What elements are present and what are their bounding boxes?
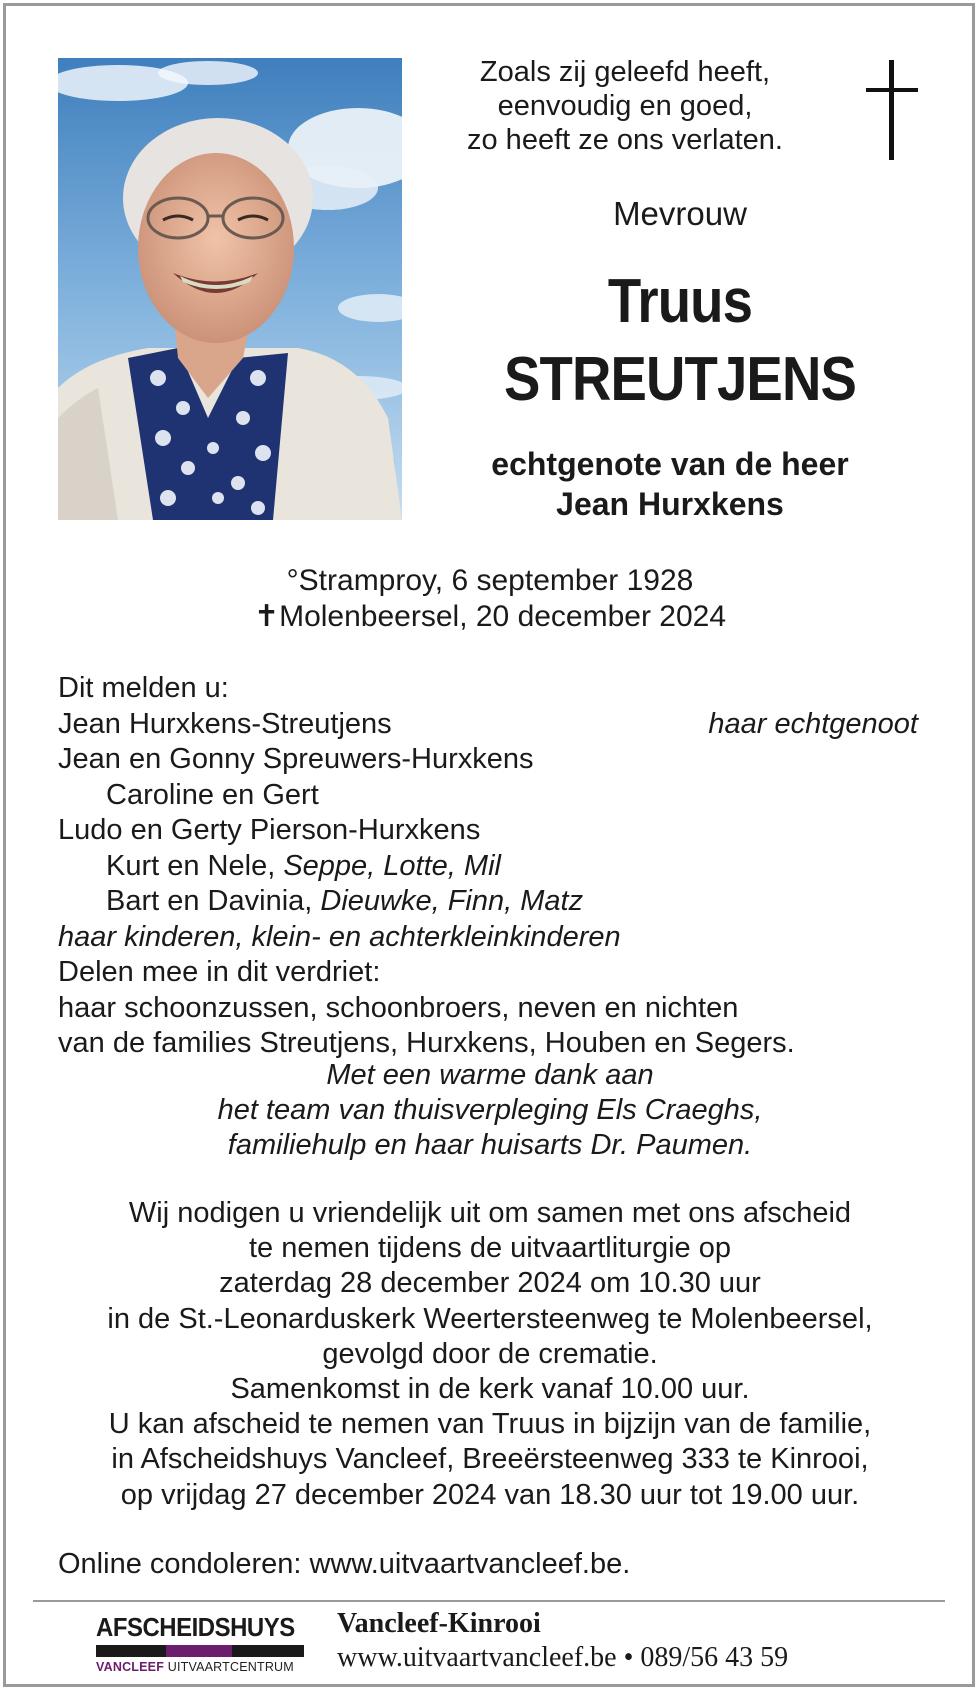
grandchild-row: Caroline en Gert <box>106 778 319 811</box>
thanks-block <box>0 1058 980 1164</box>
logo-bar <box>232 1645 304 1657</box>
death-date: ✝Molenbeersel, 20 december 2024 <box>253 600 727 633</box>
grandchild-names: Bart en Davinia, <box>106 885 321 917</box>
invitation-line: zaterdag 28 december 2024 om 10.30 uur <box>219 1267 761 1300</box>
invitation-line: op vrijdag 27 december 2024 van 18.30 uur tot 19.00 uur. <box>120 1478 860 1511</box>
husband-role: haar echtgenoot <box>708 707 918 740</box>
logo-vancleef: VANCLEEF <box>96 1660 165 1674</box>
logo-bars <box>96 1645 306 1657</box>
child-row: Jean en Gonny Spreuwers-Hurxkens <box>58 743 534 775</box>
cross-icon <box>862 60 922 160</box>
children-label: haar kinderen, klein- en achterkleinkinderen <box>58 920 621 953</box>
family-line: van de families Streutjens, Hurxkens, Houben en Segers. <box>58 1027 795 1059</box>
grandchild-row <box>58 849 928 885</box>
great-grandchild-names: Seppe, Lotte, Mil <box>283 849 501 882</box>
deceased-last-name: STREUTJENS <box>504 345 856 414</box>
invitation-line: Wij nodigen u vriendelijk uit om samen met ons afscheid <box>128 1197 852 1229</box>
footer-divider <box>33 1600 945 1602</box>
birth-date: °Stramproy, 6 september 1928 <box>286 564 694 597</box>
funeral-home-name: Vancleef-Kinrooi <box>337 1608 541 1639</box>
portrait-photo <box>58 58 402 520</box>
spouse-line: echtgenote van de heer <box>491 446 849 482</box>
invitation-line: in de St.-Leonarduskerk Weertersteenweg te Molenbeersel, <box>107 1302 873 1335</box>
invitation-line: gevolgd door de crematie. <box>322 1337 658 1370</box>
grandchild-row <box>58 884 928 920</box>
logo-centrum: UITVAARTCENTRUM <box>167 1660 294 1674</box>
life-dates <box>0 563 980 635</box>
funeral-home-logo <box>96 1612 306 1674</box>
logo-title: AFSCHEIDSHUYS <box>96 1612 295 1642</box>
great-grandchild-names: Dieuwke, Finn, Matz <box>320 885 584 917</box>
invitation-line: te nemen tijdens de uitvaartliturgie op <box>248 1232 731 1265</box>
share-intro: Delen mee in dit verdriet: <box>58 956 381 988</box>
spouse-line: Jean Hurxkens <box>556 486 784 522</box>
title-prefix: Mevrouw <box>613 195 747 232</box>
invitation-line: Samenkomst in de kerk vanaf 10.00 uur. <box>230 1373 750 1406</box>
husband-row <box>58 707 928 743</box>
spouse-info <box>440 444 900 524</box>
husband-name: Jean Hurxkens-Streutjens <box>58 707 392 740</box>
invitation-line: U kan afscheid te nemen van Truus in bijzijn van de familie, <box>108 1408 872 1441</box>
thanks-line: Met een warme dank aan <box>326 1059 654 1091</box>
grandchild-names: Kurt en Nele, <box>106 849 284 882</box>
motto-line: Zoals zij geleefd heeft, <box>479 56 771 88</box>
deceased-first-name: Truus <box>607 267 753 336</box>
motto <box>440 55 810 157</box>
invitation-line: in Afscheidshuys Vancleef, Breeërsteenweg 333 te Kinrooi, <box>111 1443 869 1476</box>
motto-line: eenvoudig en goed, <box>497 90 753 122</box>
thanks-line: familiehulp en haar huisarts Dr. Paumen. <box>227 1129 753 1162</box>
online-condolence[interactable]: Online condoleren: www.uitvaartvancleef.be. <box>58 1548 631 1580</box>
logo-bar <box>166 1645 232 1657</box>
thanks-line: het team van thuisverpleging Els Craeghs, <box>217 1094 763 1127</box>
motto-line: zo heeft ze ons verlaten. <box>467 124 783 156</box>
invitation-block <box>0 1196 980 1513</box>
logo-subtitle <box>96 1660 306 1674</box>
announce-intro: Dit melden u: <box>58 672 229 704</box>
funeral-home-contact[interactable]: www.uitvaartvancleef.be • 089/56 43 59 <box>337 1642 789 1673</box>
family-line: haar schoonzussen, schoonbroers, neven en nichten <box>58 991 739 1024</box>
logo-bar <box>96 1645 166 1657</box>
announcement-block <box>58 671 928 1062</box>
child-row: Ludo en Gerty Pierson-Hurxkens <box>58 814 481 846</box>
